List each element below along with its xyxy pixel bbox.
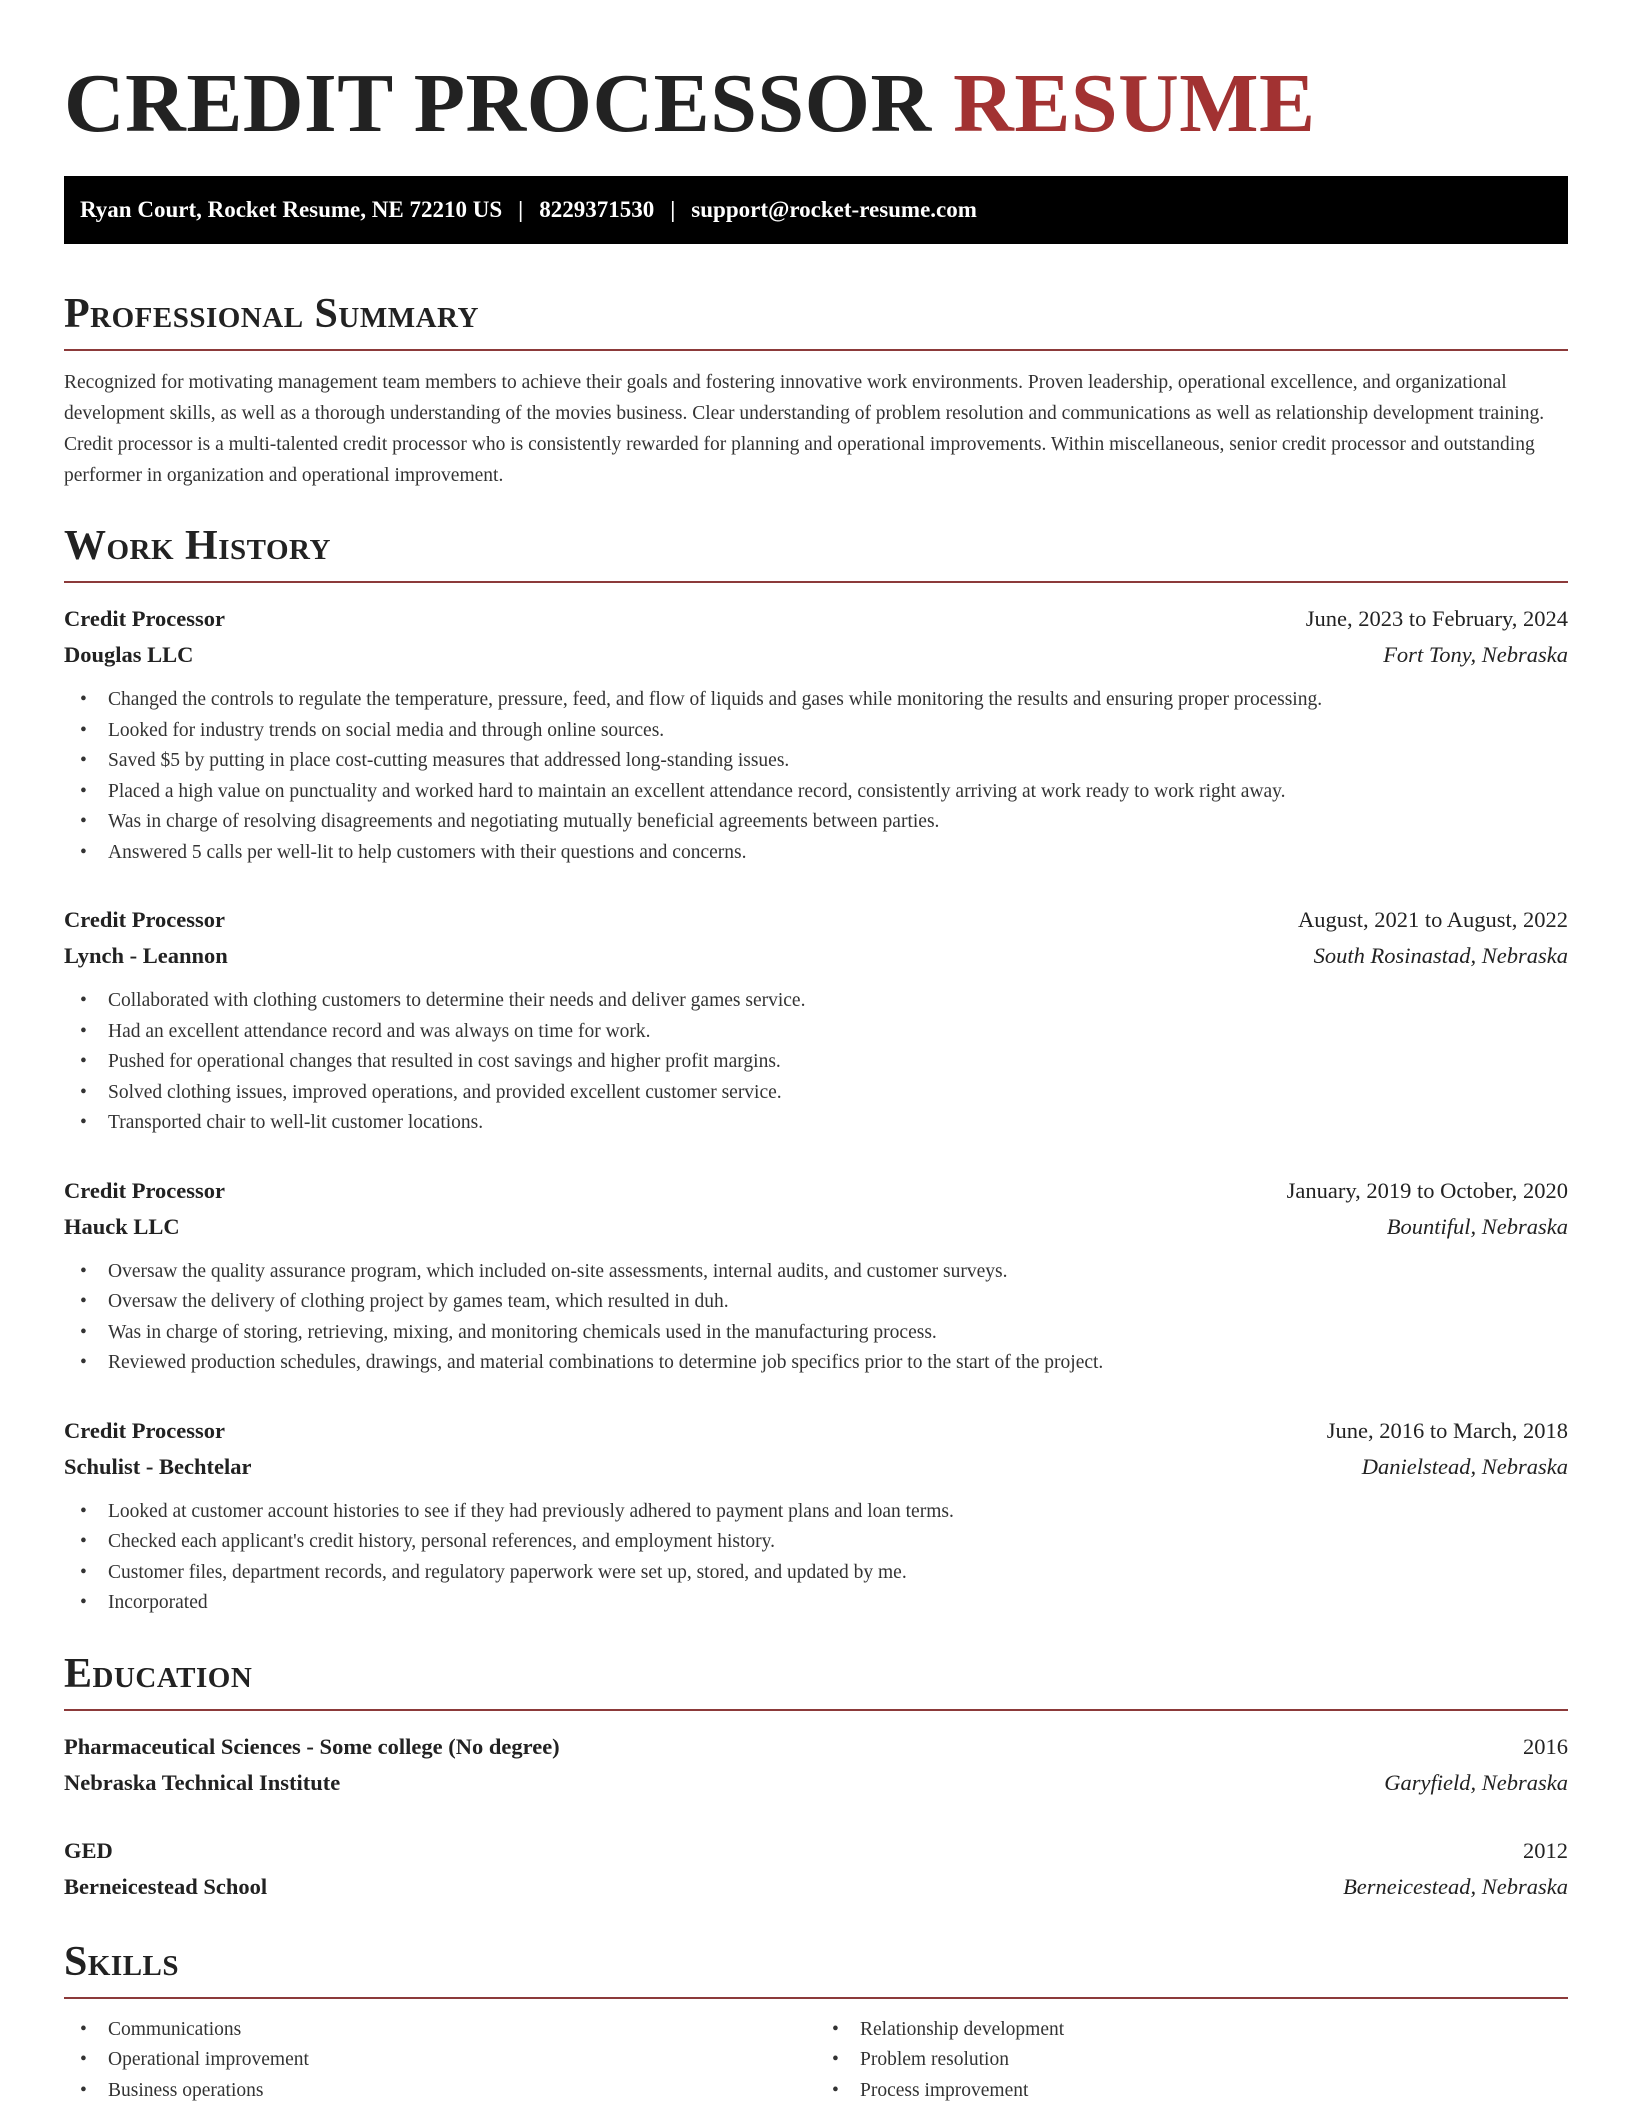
job-company: Hauck LLC (64, 1213, 180, 1239)
job-bullets (64, 1257, 1568, 1379)
education-entry (64, 1729, 1568, 1801)
education-school: Berneicestead School (64, 1873, 268, 1899)
skills-grid (64, 2015, 1568, 2107)
section-divider (64, 1997, 1568, 1999)
contact-separator: | (670, 197, 676, 222)
section-divider (64, 581, 1568, 583)
summary-heading: Professional Summary (64, 291, 479, 337)
list-item: • Placed a high value on punctuality and worked hard to maintain an excellent attendance record, consistently arriving at work ready to work right away. (64, 777, 1568, 808)
contact-phone: 8229371530 (539, 197, 655, 222)
job-location: Bountiful, Nebraska (1386, 1213, 1568, 1239)
education-location: Garyfield, Nebraska (1384, 1769, 1568, 1795)
skill-item: • Problem resolution (816, 2045, 1568, 2076)
list-item: • Was in charge of storing, retrieving, mixing, and monitoring chemicals used in the manufacturing process. (64, 1318, 1568, 1349)
contact-email[interactable]: support@rocket-resume.com (691, 197, 977, 222)
job-entry (64, 1173, 1568, 1379)
education-degree: GED (64, 1837, 113, 1863)
education-heading: Education (64, 1650, 253, 1697)
education-year: 2012 (1523, 1837, 1568, 1863)
list-item: • Pushed for operational changes that resulted in cost savings and higher profit margins. (64, 1047, 1568, 1078)
skill-item: • Communications (64, 2015, 816, 2046)
job-location: Fort Tony, Nebraska (1383, 642, 1568, 667)
list-item: • Transported chair to well-lit customer locations. (64, 1108, 1568, 1139)
list-item: • Had an excellent attendance record and was always on time for work. (64, 1017, 1568, 1048)
section-divider (64, 349, 1568, 351)
list-item: • Collaborated with clothing customers to determine their needs and deliver games service. (64, 986, 1568, 1017)
job-title: Credit Processor (64, 1177, 225, 1203)
job-title: Credit Processor (64, 1417, 225, 1443)
job-dates: June, 2023 to February, 2024 (1305, 606, 1568, 631)
list-item: • Oversaw the delivery of clothing project by games team, which resulted in duh. (64, 1287, 1568, 1318)
contact-address: Ryan Court, Rocket Resume, NE 72210 US (80, 197, 503, 222)
contact-bar (64, 176, 1568, 244)
job-dates: January, 2019 to October, 2020 (1286, 1177, 1568, 1203)
list-item: • Looked at customer account histories to see if they had previously adhered to payment plans and loan terms. (64, 1497, 1568, 1528)
job-bullets (64, 986, 1568, 1139)
list-item: • Incorporated (64, 1588, 1568, 1619)
education-section (64, 1649, 1568, 1905)
job-location: South Rosinastad, Nebraska (1313, 943, 1568, 968)
job-company: Lynch - Leannon (64, 943, 228, 968)
work-history-heading: Work History (64, 523, 331, 569)
education-location: Berneicestead, Nebraska (1343, 1873, 1568, 1899)
list-item: • Customer files, department records, and regulatory paperwork were set up, stored, and updated by me. (64, 1558, 1568, 1589)
job-dates: June, 2016 to March, 2018 (1326, 1417, 1568, 1443)
skill-item: • Relationship development (816, 2015, 1568, 2046)
title-main: CREDIT PROCESSOR (64, 57, 932, 150)
job-bullets (64, 685, 1568, 868)
skills-section (64, 1937, 1568, 2107)
job-entry (64, 1413, 1568, 1619)
title-accent: RESUME (953, 57, 1316, 150)
job-dates: August, 2021 to August, 2022 (1297, 907, 1568, 932)
skill-item: • Process improvement (816, 2076, 1568, 2107)
section-divider (64, 1709, 1568, 1711)
job-title: Credit Processor (64, 606, 225, 631)
job-title: Credit Processor (64, 907, 225, 932)
list-item: • Changed the controls to regulate the temperature, pressure, feed, and flow of liquids and gases while monitoring the results and ensuring proper processing. (64, 685, 1568, 716)
list-item: • Saved $5 by putting in place cost-cutting measures that addressed long-standing issues. (64, 746, 1568, 777)
work-history-section (64, 521, 1568, 1619)
list-item: • Answered 5 calls per well-lit to help customers with their questions and concerns. (64, 838, 1568, 869)
list-item: • Reviewed production schedules, drawings, and material combinations to determine job specifics prior to the start of the project. (64, 1348, 1568, 1379)
job-entry (64, 902, 1568, 1139)
education-year: 2016 (1523, 1733, 1568, 1759)
skills-heading: Skills (64, 1938, 180, 1985)
job-location: Danielstead, Nebraska (1361, 1453, 1568, 1479)
skills-column-right (816, 2015, 1568, 2107)
skill-item: • Operational improvement (64, 2045, 816, 2076)
job-bullets (64, 1497, 1568, 1619)
list-item: • Oversaw the quality assurance program, which included on-site assessments, internal audits, and customer surveys. (64, 1257, 1568, 1288)
job-company: Schulist - Bechtelar (64, 1453, 252, 1479)
summary-text: Recognized for motivating management team members to achieve their goals and fostering innovative work environments. Proven leadership, operational excellence, and organizational development skills, as well as a thorough understanding of the movies business. Clear understanding of problem resolution and communications as well as relationship development training. Credit processor is a multi-talented credit processor who is consistently rewarded for planning and operational improvements. Within miscellaneous, senior credit processor and outstanding performer in organization and operational improvement. (64, 372, 1545, 486)
contact-separator: | (518, 197, 524, 222)
skill-item: • Business operations (64, 2076, 816, 2107)
skills-column-left (64, 2015, 816, 2107)
resume-title (64, 54, 1568, 154)
list-item: • Looked for industry trends on social media and through online sources. (64, 716, 1568, 747)
list-item: • Was in charge of resolving disagreements and negotiating mutually beneficial agreements between parties. (64, 807, 1568, 838)
list-item: • Checked each applicant's credit history, personal references, and employment history. (64, 1527, 1568, 1558)
list-item: • Solved clothing issues, improved operations, and provided excellent customer service. (64, 1078, 1568, 1109)
summary-section (64, 289, 1568, 491)
job-entry (64, 601, 1568, 868)
education-school: Nebraska Technical Institute (64, 1769, 341, 1795)
education-entry (64, 1833, 1568, 1905)
education-degree: Pharmaceutical Sciences - Some college (No degree) (64, 1733, 560, 1759)
job-company: Douglas LLC (64, 642, 194, 667)
